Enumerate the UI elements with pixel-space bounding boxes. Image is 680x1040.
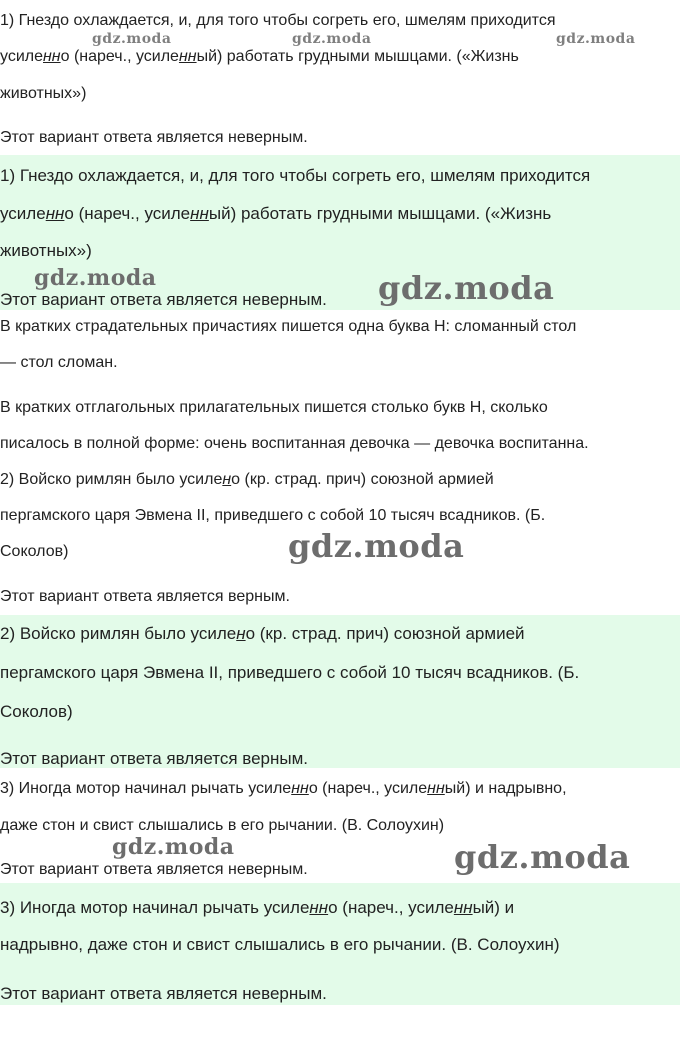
watermark: gdz.moda xyxy=(292,31,372,47)
text-line: усиленно (нареч., усиленный) работать грудными мышцами. («Жизнь xyxy=(0,48,519,65)
watermark: gdz.moda xyxy=(378,269,555,307)
watermark: gdz.moda xyxy=(288,527,465,565)
verdict-text: Этот вариант ответа является неверным. xyxy=(0,861,308,878)
text-line: пергамского царя Эвмена II, приведшего с собой 10 тысяч всадников. (Б. xyxy=(0,663,580,682)
text-line: 2) Войско римлян было усилено (кр. страд. прич) союзной армией xyxy=(0,471,494,488)
text-line: животных») xyxy=(0,85,87,102)
text-line: 1) Гнездо охлаждается, и, для того чтобы согреть его, шмелям приходится xyxy=(0,12,556,29)
watermark: gdz.moda xyxy=(112,834,235,860)
text-line: В кратких отглагольных прилагательных пишется столько букв Н, сколько xyxy=(0,399,548,416)
verdict-text: Этот вариант ответа является неверным. xyxy=(0,290,327,309)
text-line: 1) Гнездо охлаждается, и, для того чтобы согреть его, шмелям приходится xyxy=(0,166,591,185)
text-line: — стол сломан. xyxy=(0,354,118,371)
text-line: надрывно, даже стон и свист слышались в его рычании. (В. Солоухин) xyxy=(0,935,560,954)
text-line: усиленно (нареч., усиленный) работать грудными мышцами. («Жизнь xyxy=(0,204,552,223)
verdict-text: Этот вариант ответа является неверным. xyxy=(0,984,327,1003)
text-line: 3) Иногда мотор начинал рычать усиленно (нареч., усиленный) и xyxy=(0,898,515,917)
text-line: В кратких страдательных причастиях пишется одна буква Н: сломанный стол xyxy=(0,318,577,335)
text-line: даже стон и свист слышались в его рычании. (В. Солоухин) xyxy=(0,817,445,834)
watermark: gdz.moda xyxy=(92,31,172,47)
text-line: животных») xyxy=(0,241,92,260)
verdict-text: Этот вариант ответа является неверным. xyxy=(0,129,308,146)
answer-block-1 xyxy=(0,0,680,150)
text-line: 3) Иногда мотор начинал рычать усиленно (нареч., усиленный) и надрывно, xyxy=(0,780,567,797)
verdict-text: Этот вариант ответа является верным. xyxy=(0,588,290,605)
text-line: Соколов) xyxy=(0,543,69,560)
watermark: gdz.moda xyxy=(454,838,631,876)
answer-block-4 xyxy=(0,615,680,768)
answer-block-6 xyxy=(0,883,680,1005)
watermark: gdz.moda xyxy=(556,31,636,47)
text-line: 2) Войско римлян было усилено (кр. страд. прич) союзной армией xyxy=(0,624,525,643)
text-line: пергамского царя Эвмена II, приведшего с собой 10 тысяч всадников. (Б. xyxy=(0,507,546,524)
answer-block-3 xyxy=(0,310,680,615)
verdict-text: Этот вариант ответа является верным. xyxy=(0,749,309,768)
text-line: Соколов) xyxy=(0,702,73,721)
watermark: gdz.moda xyxy=(34,265,157,291)
text-line: писалось в полной форме: очень воспитанная девочка — девочка воспитанна. xyxy=(0,435,589,452)
